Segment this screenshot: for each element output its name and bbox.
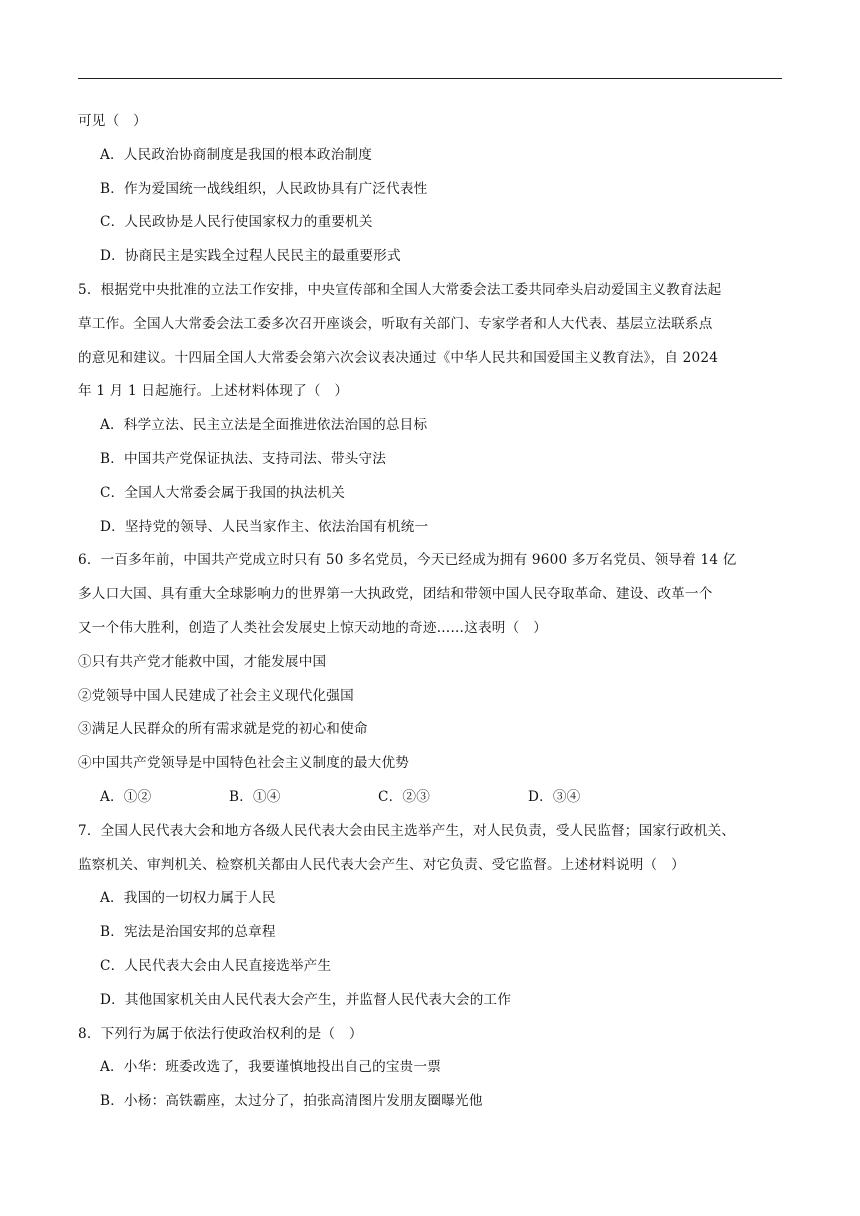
q6-choice-d: D．③④ (528, 788, 581, 805)
question-7-line-1: 7．全国人民代表大会和地方各级人民代表大会由民主选举产生，对人民负责，受人民监督；国家行政机关、 (78, 822, 736, 839)
q4-option-c: C．人民政协是人民行使国家权力的重要机关 (100, 214, 373, 231)
question-6-line-3: 又一个伟大胜利，创造了人类社会发展史上惊天动地的奇迹……这表明（ ） (78, 619, 547, 636)
q5-option-a: A．科学立法、民主立法是全面推进依法治国的总目标 (100, 417, 428, 434)
q6-choices (78, 781, 784, 815)
question-6-line-1: 6．一百多年前，中国共产党成立时只有 50 多名党员，今天已经成为拥有 9600 多万名党员、领导着 14 亿 (78, 552, 737, 569)
header-rule (78, 78, 782, 79)
q7-option-d: D．其他国家机关由人民代表大会产生，并监督人民代表大会的工作 (100, 991, 512, 1008)
question-5-line-2: 草工作。全国人大常委会法工委多次召开座谈会，听取有关部门、专家学者和人大代表、基层立法联系点 (78, 315, 713, 332)
q6-statement-4: ④中国共产党领导是中国特色社会主义制度的最大优势 (78, 755, 410, 772)
question-5-line-1: 5．根据党中央批准的立法工作安排，中央宣传部和全国人大常委会法工委共同牵头启动爱国主义教育法起 (78, 281, 722, 298)
q6-choice-b: B．①④ (229, 788, 281, 805)
q6-statement-3: ③满足人民群众的所有需求就是党的初心和使命 (78, 721, 368, 738)
q6-choice-a: A．①② (100, 788, 152, 805)
question-5-line-3: 的意见和建议。十四届全国人大常委会第六次会议表决通过《中华人民共和国爱国主义教育法》，自 2024 (78, 349, 719, 366)
q5-option-d: D．坚持党的领导、人民当家作主、依法治国有机统一 (100, 518, 429, 535)
q4-option-b: B．作为爱国统一战线组织，人民政协具有广泛代表性 (100, 180, 428, 197)
q4-option-d: D．协商民主是实践全过程人民民主的最重要形式 (100, 248, 401, 265)
question-7-line-2: 监察机关、审判机关、检察机关都由人民代表大会产生、对它负责、受它监督。上述材料说明（ ） (78, 856, 685, 873)
q7-option-a: A．我国的一切权力属于人民 (100, 890, 276, 907)
q6-statement-2: ②党领导中国人民建成了社会主义现代化强国 (78, 687, 354, 704)
q4-option-a: A．人民政治协商制度是我国的根本政治制度 (100, 146, 373, 163)
question-5-line-4: 年 1 月 1 日起施行。上述材料体现了（ ） (78, 383, 349, 400)
q5-option-c: C．全国人大常委会属于我国的执法机关 (100, 484, 346, 501)
question-4-tail: 可见（ ） (78, 113, 147, 129)
q8-option-b: B．小杨：高铁霸座，太过分了，拍张高清图片发朋友圈曝光他 (100, 1093, 483, 1110)
q7-option-c: C．人民代表大会由人民直接选举产生 (100, 957, 332, 974)
q6-choice-c: C．②③ (378, 788, 430, 805)
question-6-line-2: 多人口大国、具有重大全球影响力的世界第一大执政党，团结和带领中国人民夺取革命、建设、改革一个 (78, 586, 713, 603)
q7-option-b: B．宪法是治国安邦的总章程 (100, 924, 276, 941)
q5-option-b: B．中国共产党保证执法、支持司法、带头守法 (100, 450, 387, 467)
q8-option-a: A．小华：班委改选了，我要谨慎地投出自己的宝贵一票 (100, 1059, 442, 1076)
question-8-line-1: 8．下列行为属于依法行使政治权利的是（ ） (78, 1025, 363, 1042)
q6-statement-1: ①只有共产党才能救中国，才能发展中国 (78, 653, 327, 670)
exam-page-content (78, 105, 784, 1119)
